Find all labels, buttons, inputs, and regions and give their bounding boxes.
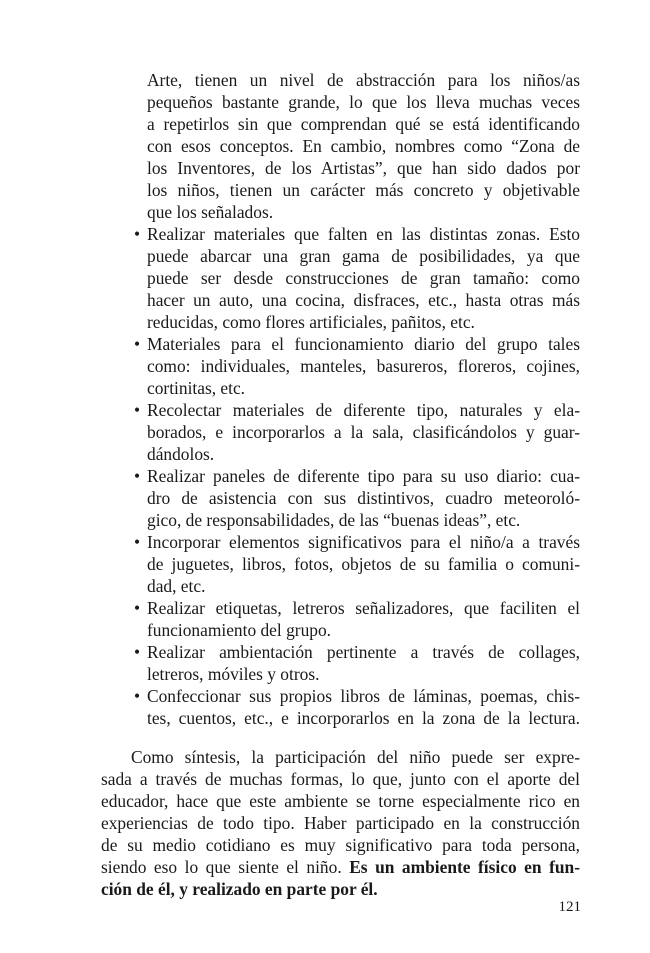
bullet-line: tes, cuentos, etc., e incorporarlos en la zona de la lectura. bbox=[147, 708, 580, 728]
bullet-line: dro de asistencia con sus distintivos, cuadro meteoroló- bbox=[147, 488, 580, 508]
bullet-line: de juguetes, libros, fotos, objetos de su familia o comuni- bbox=[147, 554, 580, 574]
bullet-line: hacer un auto, una cocina, disfraces, etc., hasta otras más bbox=[147, 290, 580, 310]
bullet-marker: • bbox=[133, 334, 141, 354]
bullet-line: Realizar paneles de diferente tipo para su uso diario: cua- bbox=[147, 466, 580, 486]
closing-text-emphasis: Es un ambiente físico en fun- bbox=[349, 857, 580, 877]
bullet-line: Realizar materiales que falten en las distintas zonas. Esto bbox=[147, 224, 580, 244]
intro-line: los niños, tienen un carácter más concreto y objetivable bbox=[147, 180, 580, 200]
bullet-line: puede abarcar una gran gama de posibilidades, ya que bbox=[147, 246, 580, 266]
bullet-marker: • bbox=[133, 532, 141, 552]
bullet-marker: • bbox=[133, 466, 141, 486]
bullet-line: Incorporar elementos significativos para el niño/a a través bbox=[147, 532, 580, 552]
bullet-line: Materiales para el funcionamiento diario del grupo tales bbox=[147, 334, 580, 354]
bullet-line: dándolos. bbox=[147, 444, 215, 464]
bullet-line: Realizar ambientación pertinente a través de collages, bbox=[147, 642, 580, 662]
bullet-marker: • bbox=[133, 598, 141, 618]
closing-line: experiencias de todo tipo. Haber participado en la construcción bbox=[101, 813, 580, 833]
intro-line: que los señalados. bbox=[147, 202, 274, 222]
bullet-marker: • bbox=[133, 400, 141, 420]
bullet-line: cortinitas, etc. bbox=[147, 378, 246, 398]
bullet-line: letreros, móviles y otros. bbox=[147, 664, 320, 684]
bullet-marker: • bbox=[133, 224, 141, 244]
bullet-line: Recolectar materiales de diferente tipo, naturales y ela- bbox=[147, 400, 580, 420]
bullet-marker: • bbox=[133, 642, 141, 662]
closing-text-plain: siendo eso lo que siente el niño. bbox=[101, 857, 350, 877]
bullet-line: como: individuales, manteles, basureros, floreros, cojines, bbox=[147, 356, 580, 376]
bullet-line: Realizar etiquetas, letreros señalizadores, que faciliten el bbox=[147, 598, 580, 618]
bullet-line: puede ser desde construcciones de gran tamaño: como bbox=[147, 268, 580, 288]
intro-line: los Inventores, de los Artistas”, que han sido dados por bbox=[147, 158, 580, 178]
closing-line: sada a través de muchas formas, lo que, junto con el aporte del bbox=[101, 769, 580, 789]
intro-line: Arte, tienen un nivel de abstracción para los niños/as bbox=[147, 70, 580, 90]
bullet-line: reducidas, como flores artificiales, pañitos, etc. bbox=[147, 312, 475, 332]
closing-line: de su medio cotidiano es muy significativo para toda persona, bbox=[101, 835, 580, 855]
bullet-line: gico, de responsabilidades, de las “buenas ideas”, etc. bbox=[147, 510, 521, 530]
bullet-line: borados, e incorporarlos a la sala, clasificándolos y guar- bbox=[147, 422, 580, 442]
closing-line-mixed bbox=[101, 856, 580, 878]
closing-line: educador, hace que este ambiente se torne especialmente rico en bbox=[101, 791, 580, 811]
bullet-marker: • bbox=[133, 686, 141, 706]
bullet-line: funcionamiento del grupo. bbox=[147, 620, 332, 640]
bullet-line: Confeccionar sus propios libros de láminas, poemas, chis- bbox=[147, 686, 580, 706]
intro-line: a repetirlos sin que comprendan qué se está identificando bbox=[147, 114, 580, 134]
page-number: 121 bbox=[558, 899, 581, 915]
intro-line: con esos conceptos. En cambio, nombres como “Zona de bbox=[147, 136, 580, 156]
bullet-line: dad, etc. bbox=[147, 576, 206, 596]
intro-line: pequeños bastante grande, lo que los lleva muchas veces bbox=[147, 92, 580, 112]
closing-line: Como síntesis, la participación del niño puede ser expre- bbox=[131, 747, 580, 767]
closing-text-emphasis: ción de él, y realizado en parte por él. bbox=[101, 879, 378, 899]
